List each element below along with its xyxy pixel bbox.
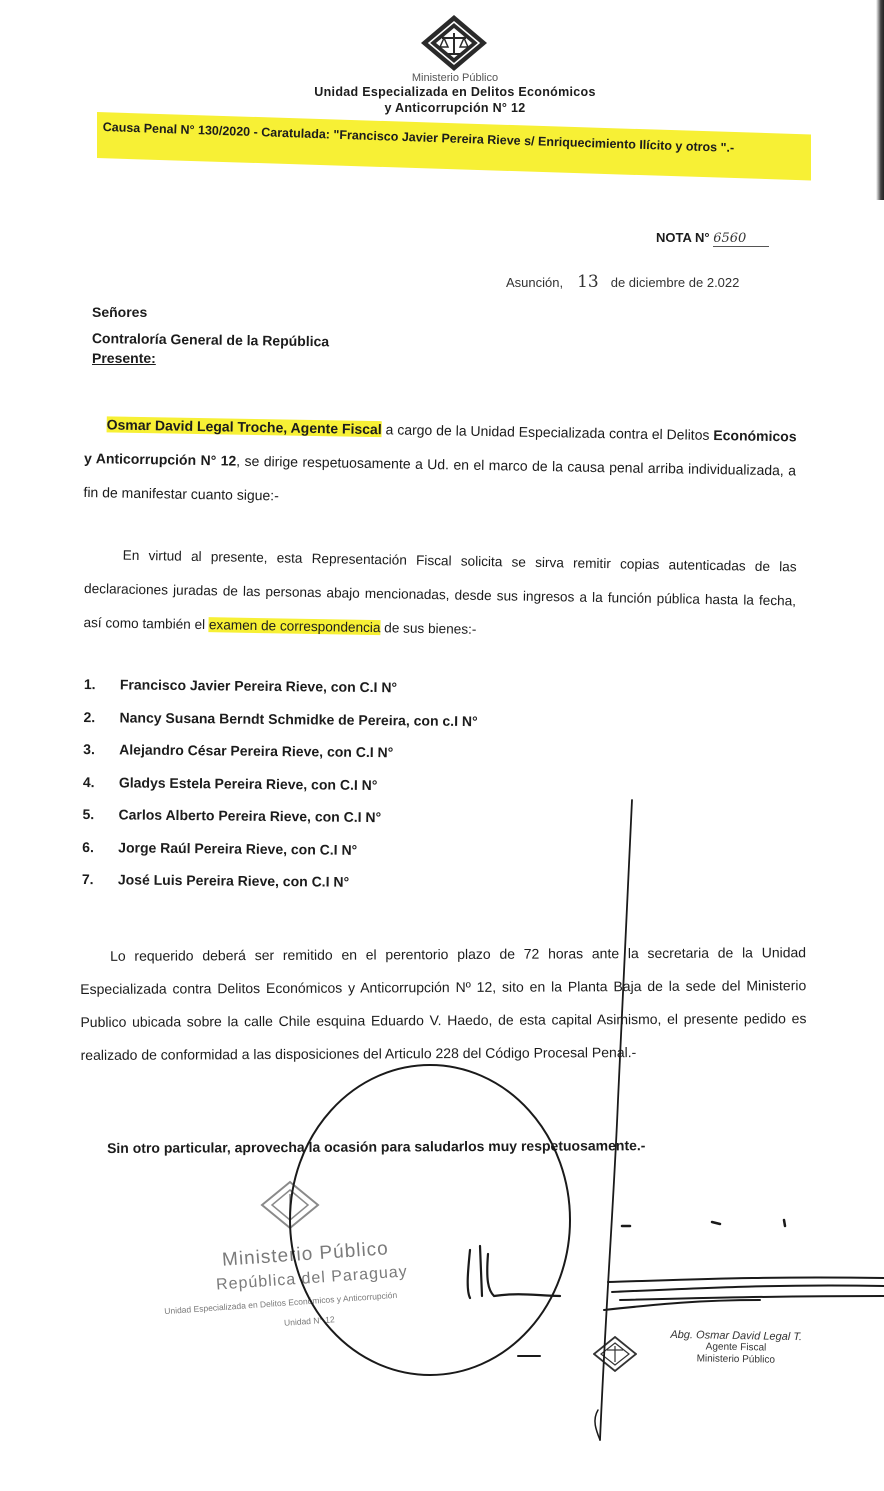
list-item	[83, 773, 583, 811]
list-item	[83, 708, 583, 746]
list-number: 7.	[81, 870, 94, 888]
list-number: 6.	[82, 838, 94, 855]
fiscal-name-highlight: Osmar David Legal Troche, Agente Fiscal	[106, 416, 382, 438]
paragraph-deadline: Lo requerido deberá ser remitido en el perentorio plazo de 72 horas ante la secretaria de la Unidad Especializada contra Delitos Económicos y Anticorrupción Nº 12, sito en la Planta Baja de la sede del Ministerio Publico ubicada sobre la calle Chile esquina Eduardo V. Haedo, de esta capital Asimismo, el presente pedido es realizado de conformidad a las disposiciones del Articulo 228 del Código Procesal Penal.-	[80, 944, 807, 1063]
causa-text: Causa Penal N° 130/2020 - Caratulada: "Francisco Javier Pereira Rieve s/ Enriquecimiento Ilícito y otros ".-	[102, 120, 735, 155]
list-number: 2.	[83, 708, 96, 725]
central-signature	[468, 1246, 560, 1298]
list-item	[82, 838, 582, 876]
signer-title: Agente Fiscal	[705, 1341, 767, 1354]
list-number: 4.	[82, 773, 95, 790]
examen-highlight: examen de correspondencia	[208, 617, 381, 636]
header-ministry: Ministerio Público	[411, 72, 499, 84]
institution-stamp	[160, 1180, 480, 1340]
list-item	[84, 676, 584, 714]
stamp-line1: Ministerio Público	[221, 1238, 390, 1271]
intro-text: a cargo de la Unidad Especializada contra el Delitos	[381, 421, 714, 443]
scales-of-justice-diamond-icon	[420, 14, 488, 72]
scan-edge	[876, 0, 884, 200]
list-name: Jorge Raúl Pereira Rieve, con C.I N°	[118, 838, 358, 858]
stamp-line2: República del Paraguay	[215, 1263, 409, 1294]
paragraph-intro	[83, 407, 797, 521]
list-item	[83, 741, 583, 779]
header-unit-line1: Unidad Especializada en Delitos Económicos	[314, 85, 596, 99]
causa-banner	[97, 112, 811, 158]
list-name: Alejandro César Pereira Rieve, con C.I N°	[119, 741, 394, 761]
signer-seal-icon	[593, 1336, 637, 1372]
date-rest: de diciembre de 2.022	[610, 275, 740, 290]
header-unit-line2: y Anticorrupción N° 12	[384, 101, 526, 115]
list-number: 1.	[83, 676, 96, 693]
signature-scribble	[604, 1277, 884, 1310]
list-name: Gladys Estela Pereira Rieve, con C.I N°	[118, 773, 378, 793]
list-name: Carlos Alberto Pereira Rieve, con C.I N°	[118, 806, 382, 826]
date-line	[506, 272, 739, 292]
nota-handwritten-number: 6560	[713, 231, 769, 247]
request-text-2: de sus bienes:-	[380, 620, 477, 637]
people-list	[82, 676, 584, 909]
list-item	[82, 871, 582, 909]
request-text: En virtud al presente, esta Representación Fiscal solicita se sirva remitir copias autenticadas de las declaraciones juradas de las personas abajo mencionadas, desde sus ingresos a la función pública hasta la fecha, así como también el	[83, 547, 797, 633]
list-name: José Luis Pereira Rieve, con C.I N°	[117, 871, 350, 890]
date-day: 13	[577, 272, 599, 292]
nota-number	[656, 230, 769, 247]
intro-unit: Económicos y Anticorrupción N° 12	[83, 426, 797, 469]
nota-label: NOTA N°	[656, 230, 710, 245]
stamp-line3: Unidad Especializada en Delitos Económicos y Anticorrupción	[163, 1289, 398, 1317]
list-name: Nancy Susana Berndt Schmidke de Pereira, con c.I N°	[119, 708, 478, 729]
signer-org: Ministerio Público	[696, 1353, 776, 1366]
intro-text-2: , se dirige respetuosamente a Ud. en el marco de la causa penal arriba individualizada, a fin de manifestar cuanto sigue:-	[83, 452, 797, 504]
signer-block	[636, 1328, 837, 1367]
list-number: 3.	[83, 740, 96, 758]
closing-line: Sin otro particular, aprovecha la ocasión para saludarlos muy respetuosamente.-	[107, 1137, 646, 1156]
date-city: Asunción,	[506, 275, 564, 290]
paragraph-request	[83, 538, 797, 652]
signer-name: Abg. Osmar David Legal T.	[670, 1328, 803, 1344]
list-number: 5.	[82, 805, 95, 823]
addressee-presente: Presente:	[92, 350, 156, 366]
addressee-entity: Contraloría General de la República	[91, 330, 330, 350]
stamp-line4: Unidad N° 12	[283, 1314, 335, 1328]
stamp-emblem-icon	[260, 1180, 320, 1230]
addressee-salutation: Señores	[92, 304, 148, 320]
list-item	[82, 806, 582, 844]
list-name: Francisco Javier Pereira Rieve, con C.I N°	[119, 676, 398, 696]
